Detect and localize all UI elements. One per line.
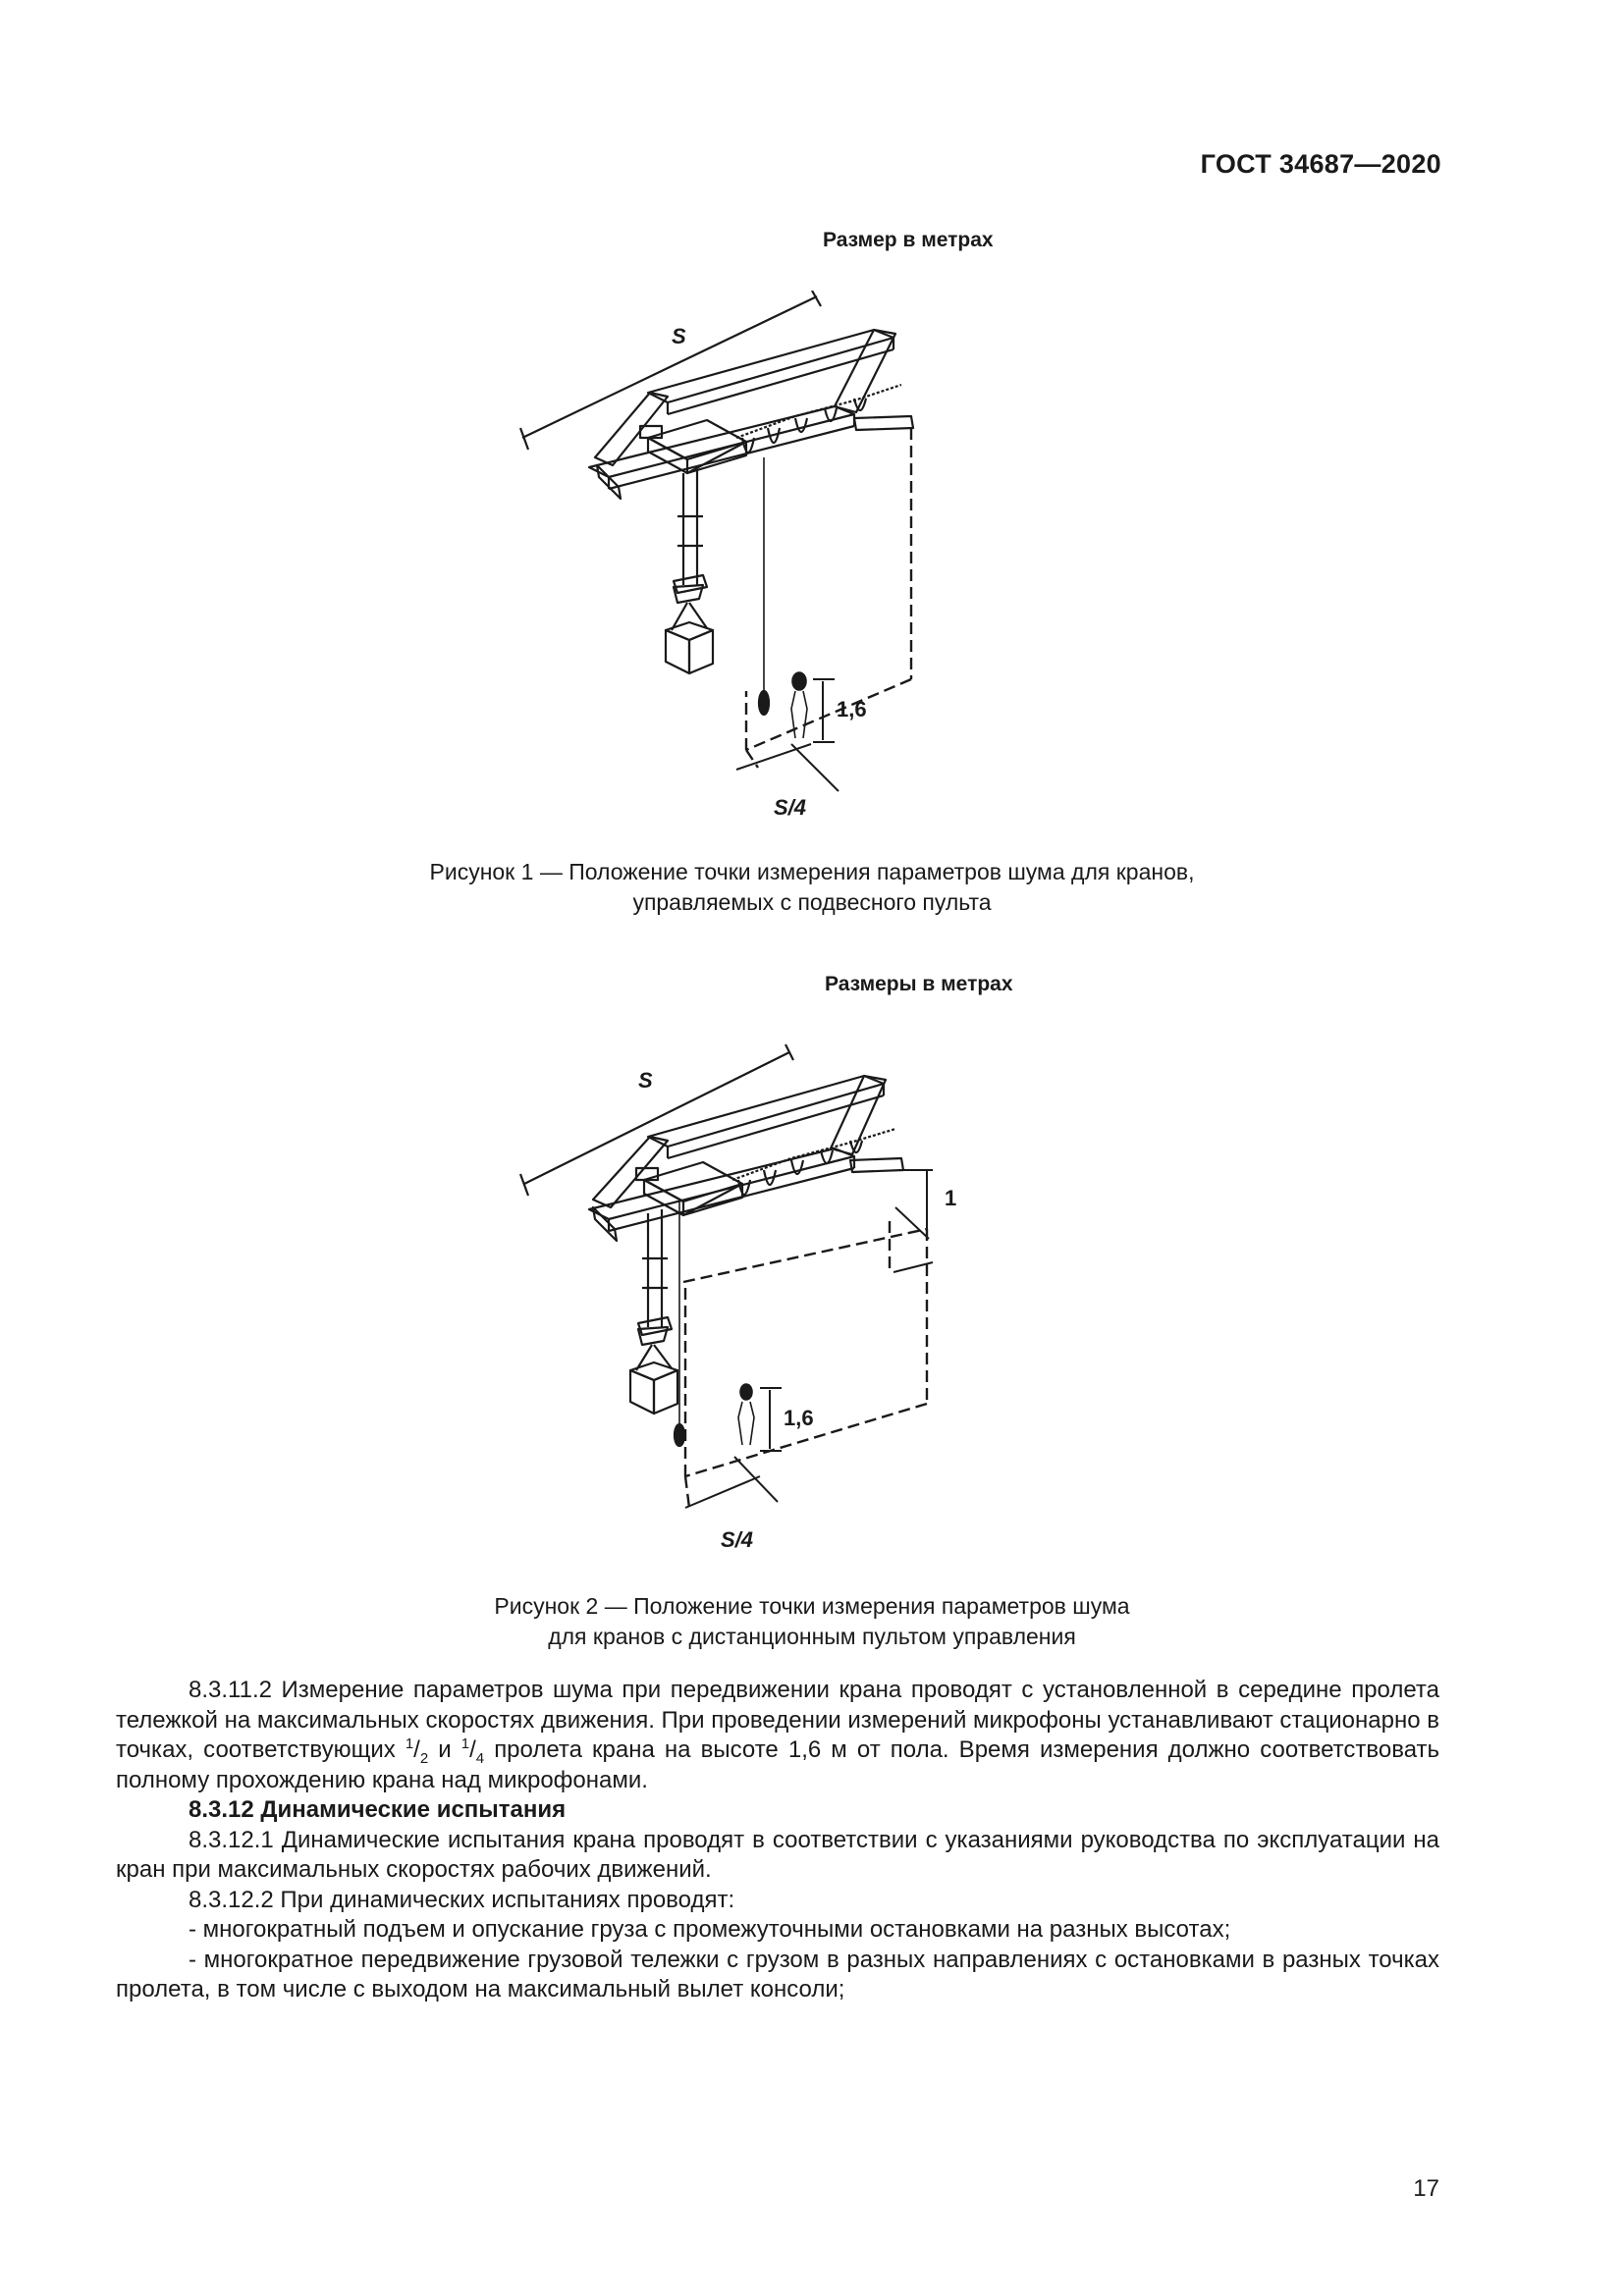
figure-1-crane-diagram bbox=[511, 291, 1060, 821]
figure-1-caption: Рисунок 1 — Положение точки измерения параметров шума для кранов, управляемых с подвесного пульта bbox=[429, 859, 1195, 915]
figure-1-span-label: S bbox=[672, 324, 686, 348]
figure-2-height-label: 1,6 bbox=[784, 1406, 814, 1430]
section-heading-8-3-12: 8.3.12 Динамические испытания bbox=[189, 1796, 567, 1823]
figure-2-caption: Рисунок 2 — Положение точки измерения параметров шума для кранов с дистанционным пультом управления bbox=[494, 1593, 1130, 1649]
list-item: - многократное передвижение грузовой тележки с грузом в разных направлениях с остановками в разных точках пролета, в том числе с выходом на максимальный вылет консоли; bbox=[116, 1946, 1439, 2002]
body-text bbox=[116, 1676, 1439, 2005]
paragraph-8-3-12-1: 8.3.12.1 Динамические испытания крана проводят в соответствии с указаниями руководства по эксплуатации на кран при максимальных скоростях рабочих движений. bbox=[116, 1826, 1439, 1883]
figure-2-drawing bbox=[511, 1037, 1060, 1567]
figure-1-drawing bbox=[511, 291, 1060, 821]
figure-2-offset-label: 1 bbox=[945, 1186, 957, 1210]
figure-1-height-label: 1,6 bbox=[837, 697, 867, 721]
page-number: 17 bbox=[1413, 2175, 1439, 2202]
figure-2-crane-diagram bbox=[511, 1037, 1060, 1567]
figure-2-quarter-span-label: S/4 bbox=[721, 1527, 754, 1552]
figure-2-span-label: S bbox=[638, 1068, 653, 1093]
figure-2-units-note: Размеры в метрах bbox=[825, 973, 1013, 995]
list-item: - многократный подъем и опускание груза с промежуточными остановками на разных высотах; bbox=[189, 1916, 1231, 1943]
paragraph-8-3-11-2: 8.3.11.2 Измерение параметров шума при передвижении крана проводят с установленной в середине пролета тележкой на максимальных скоростях движения. При проведении измерений микрофоны устанавливают стационарно в точках, соответствующих $^1/_2$ и $^1/_4$ пролета крана на высоте 1,6 м от пола. Время измерения должно соответствовать полному прохождению крана над микрофонами. bbox=[116, 1677, 1440, 1793]
paragraph-8-3-12-2: 8.3.12.2 При динамических испытаниях проводят: bbox=[189, 1886, 735, 1913]
document-code: ГОСТ 34687—2020 bbox=[1200, 149, 1441, 179]
figure-1-quarter-span-label: S/4 bbox=[774, 795, 807, 820]
figure-1-units-note: Размер в метрах bbox=[823, 229, 994, 251]
